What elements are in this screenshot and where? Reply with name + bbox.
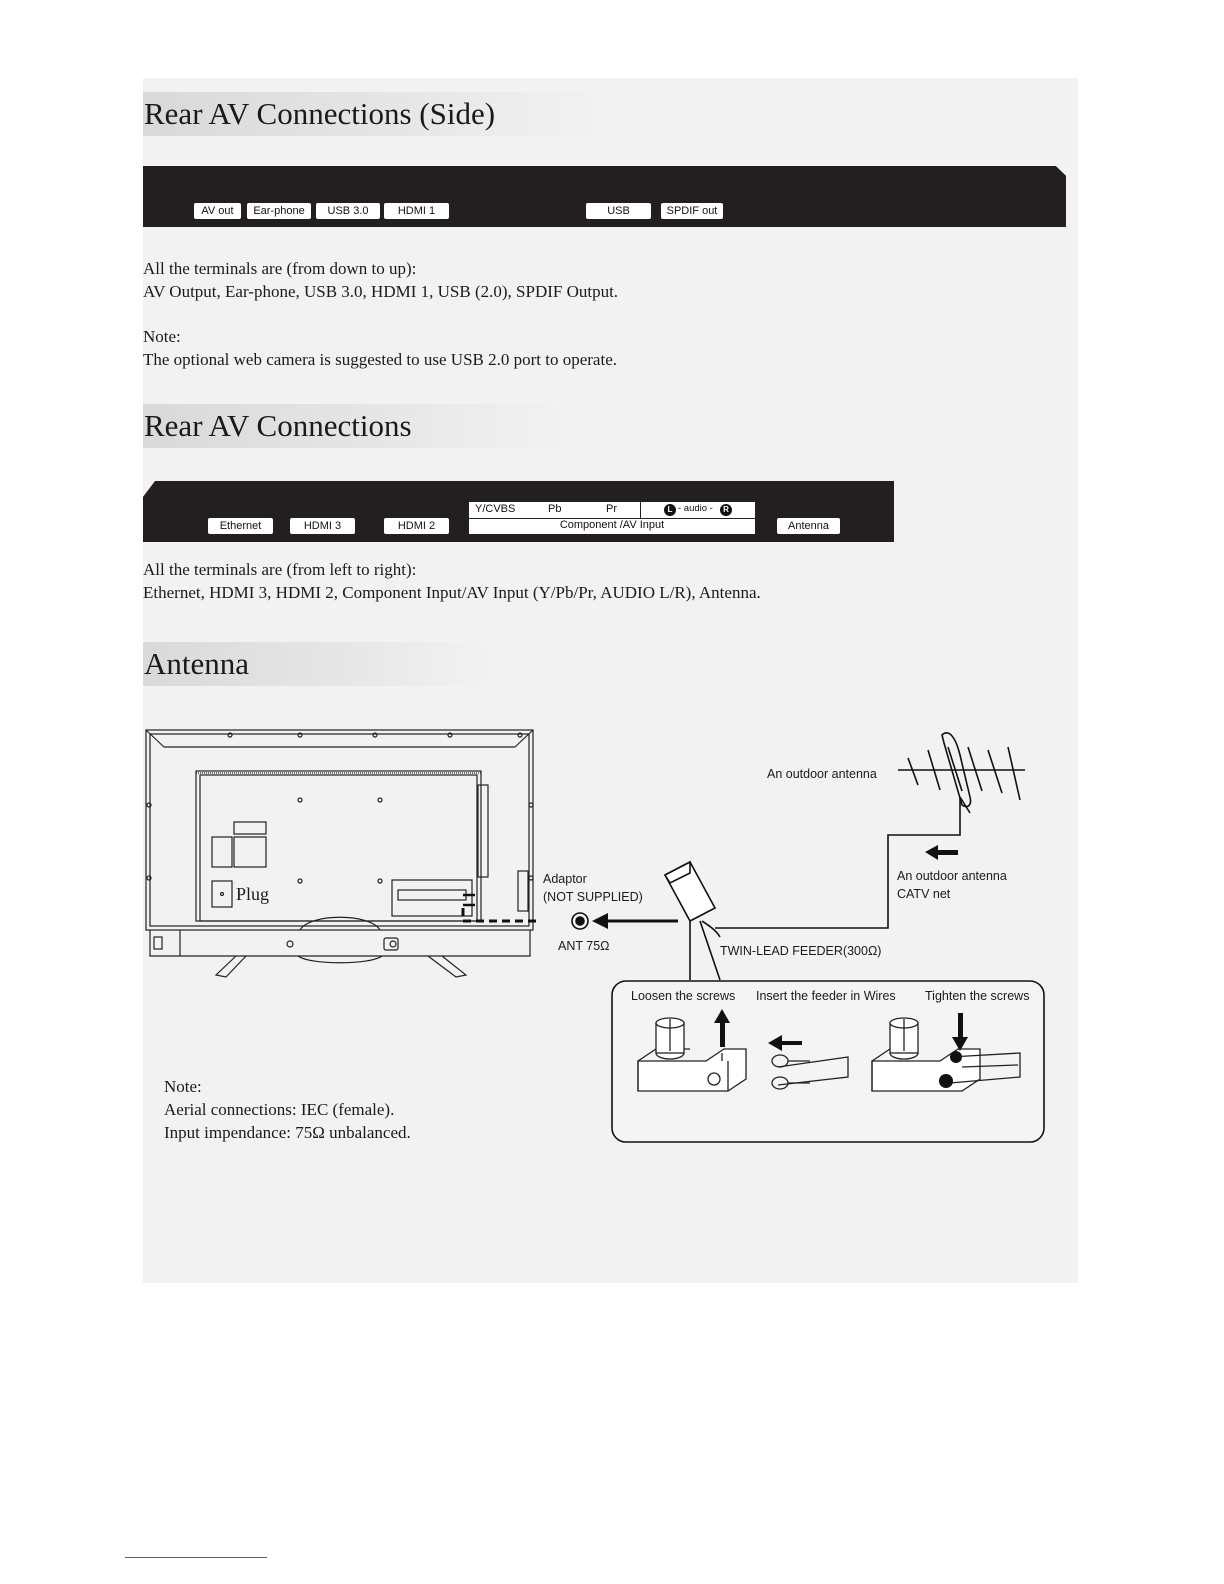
side-note-label: Note: [143,327,181,346]
plug-label: Plug [236,884,270,904]
component-av-input-box [469,502,755,534]
rear-desc-line2: Ethernet, HDMI 3, HDMI 2, Component Input/AV Input (Y/Pb/Pr, AUDIO L/R), Antenna. [143,583,761,602]
component-pr-label: Pr [606,503,617,515]
antenna-note-label: Note: [164,1077,202,1096]
step-tighten-label: Tighten the screws [925,989,1030,1003]
audio-left-badge: L [664,504,676,516]
adaptor-label-line2: (NOT SUPPLIED) [543,890,643,904]
ant-75-label: ANT 75Ω [558,939,610,953]
component-pb-label: Pb [548,503,562,515]
catv-label-line1: An outdoor antenna [897,869,1007,883]
footer-rule [125,1557,267,1558]
tv-rear-illustration [140,725,540,987]
port-spdif-out: SPDIF out [661,203,723,219]
audio-label: - audio - [678,503,713,514]
port-hdmi3: HDMI 3 [290,518,355,534]
step-loosen-label: Loosen the screws [631,989,736,1003]
audio-right-badge: R [720,504,732,516]
twin-lead-feeder-label: TWIN-LEAD FEEDER(300Ω) [720,944,882,958]
rear-desc-line1: All the terminals are (from left to right): [143,560,417,579]
section-heading-side: Rear AV Connections (Side) [143,92,605,136]
side-note-text: The optional web camera is suggested to use USB 2.0 port to operate. [143,350,617,369]
port-usb3: USB 3.0 [316,203,380,219]
port-ethernet: Ethernet [208,518,273,534]
port-earphone: Ear-phone [247,203,311,219]
antenna-note-line2: Input impendance: 75Ω unbalanced. [164,1123,411,1142]
side-desc-line1: All the terminals are (from down to up): [143,259,417,278]
step-insert-label: Insert the feeder in Wires [756,989,896,1003]
port-av-out: AV out [194,203,241,219]
adaptor-label-line1: Adaptor [543,872,587,886]
section-heading-rear: Rear AV Connections [143,404,568,448]
catv-label-line2: CATV net [897,887,951,901]
port-hdmi1: HDMI 1 [384,203,449,219]
side-desc-line2: AV Output, Ear-phone, USB 3.0, HDMI 1, USB (2.0), SPDIF Output. [143,282,619,301]
outdoor-antenna-label: An outdoor antenna [767,767,877,781]
section-heading-antenna: Antenna [143,642,493,686]
port-antenna: Antenna [777,518,840,534]
antenna-note-line1: Aerial connections: IEC (female). [164,1100,395,1119]
port-hdmi2: HDMI 2 [384,518,449,534]
port-usb: USB [586,203,651,219]
component-ycvbs-label: Y/CVBS [475,503,516,515]
component-av-input-label: Component /AV Input [559,519,665,531]
